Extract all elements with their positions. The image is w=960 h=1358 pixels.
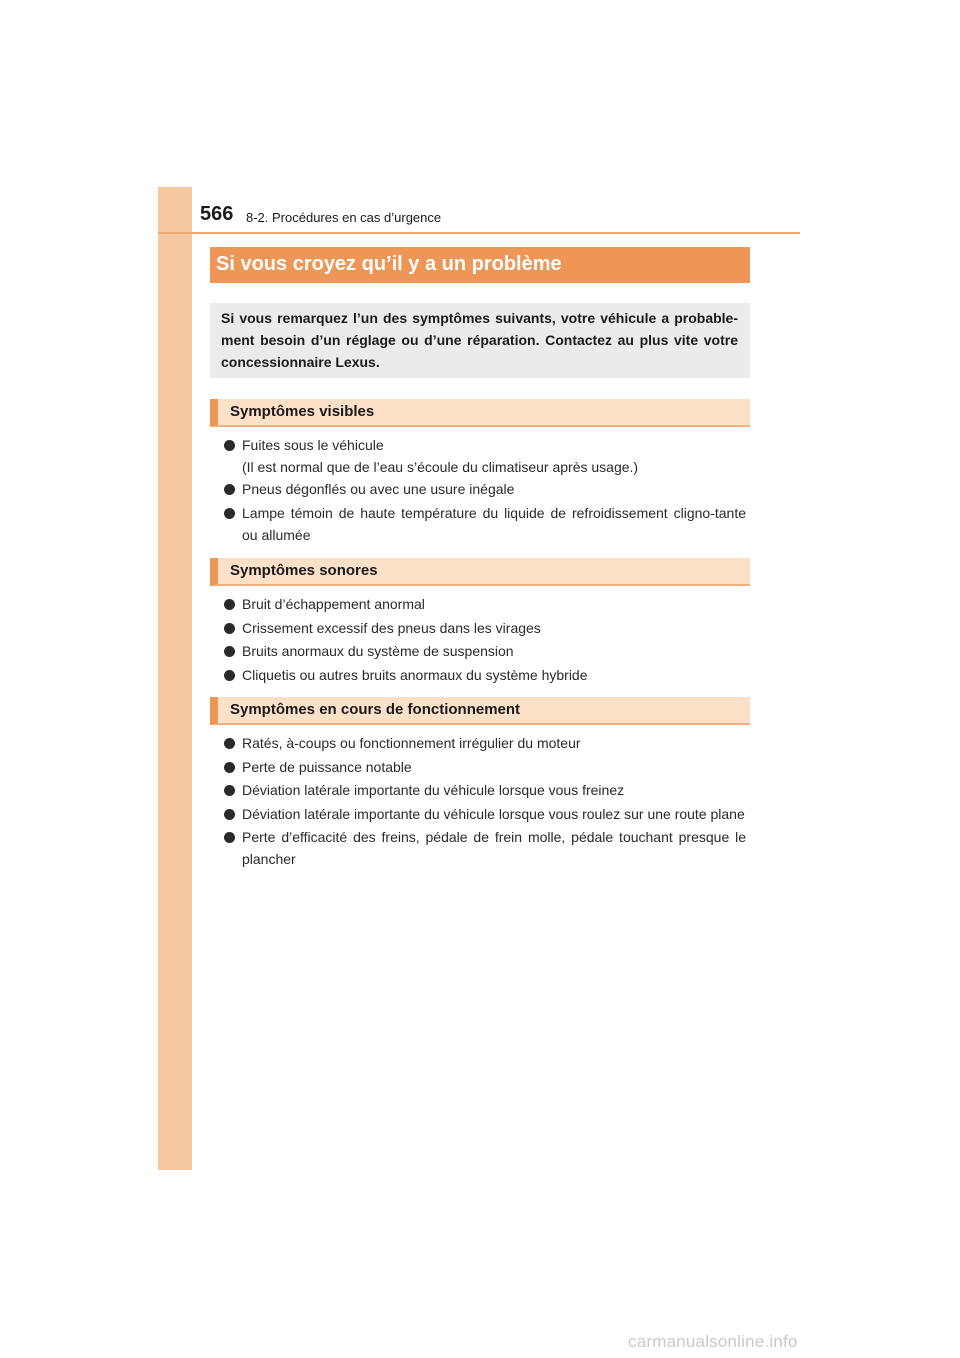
section-heading-visibles: Symptômes visibles [210, 399, 750, 427]
bullet-icon [224, 599, 235, 610]
bullet-icon [224, 508, 235, 519]
list-item: Crissement excessif des pneus dans les virages [222, 617, 746, 639]
section-heading-fonctionnement: Symptômes en cours de fonctionnement [210, 697, 750, 725]
bullet-icon [224, 785, 235, 796]
bullet-icon [224, 623, 235, 634]
side-band [158, 187, 192, 1170]
bullet-icon [224, 738, 235, 749]
bullet-icon [224, 440, 235, 451]
bullet-icon [224, 809, 235, 820]
header-rule-left [158, 232, 192, 234]
section-path: 8-2. Procédures en cas d’urgence [246, 210, 442, 225]
watermark: carmanualsonline.info [628, 1332, 798, 1351]
page-number: 566 [200, 203, 234, 225]
list-item: Lampe témoin de haute température du liquide de refroidissement cligno-tante ou allumée [222, 502, 746, 546]
list-item: Ratés, à-coups ou fonctionnement irrégulier du moteur [222, 732, 746, 754]
bullet-icon [224, 832, 235, 843]
page-title: Si vous croyez qu’il y a un problème [210, 247, 750, 283]
header-rule [192, 232, 800, 234]
section-heading-sonores: Symptômes sonores [210, 558, 750, 586]
list-visibles [222, 434, 746, 547]
list-item: Cliquetis ou autres bruits anormaux du système hybride [222, 664, 746, 686]
bullet-icon [224, 646, 235, 657]
bullet-icon [224, 670, 235, 681]
bullet-icon [224, 762, 235, 773]
list-item: Perte d’efficacité des freins, pédale de frein molle, pédale touchant presque le plancher [222, 826, 746, 870]
bullet-icon [224, 484, 235, 495]
list-item: Déviation latérale importante du véhicule lorsque vous roulez sur une route plane [222, 803, 746, 825]
list-item: Perte de puissance notable [222, 756, 746, 778]
list-item: Pneus dégonflés ou avec une usure inégale [222, 478, 746, 500]
list-item: Déviation latérale importante du véhicule lorsque vous freinez [222, 779, 746, 801]
intro-text: Si vous remarquez l’un des symptômes suivants, votre véhicule a probable-ment besoin d’un réglage ou d’une réparation. Contactez au plus vite votre concessionnaire Lexus. [221, 310, 738, 370]
list-fonctionnement [222, 732, 746, 872]
intro-box [210, 303, 750, 378]
list-item: Bruit d’échappement anormal [222, 593, 746, 615]
list-sonores [222, 593, 746, 687]
list-item: Fuites sous le véhicule (Il est normal que de l’eau s’écoule du climatiseur après usage.) [222, 434, 746, 478]
list-item: Bruits anormaux du système de suspension [222, 640, 746, 662]
